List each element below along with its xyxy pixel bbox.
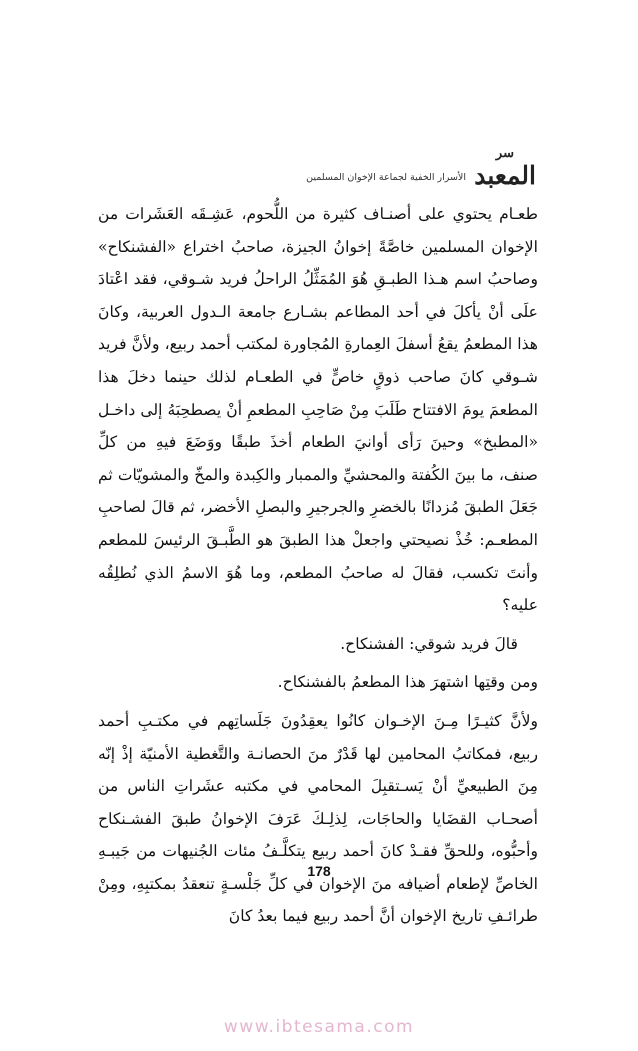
page-body [98,198,538,933]
book-logo [474,146,538,190]
logo-sub-word: سر [495,146,514,161]
paragraph-dish-name: قالَ فريد شوقي: الفشنكاح. [340,634,518,653]
running-header [100,146,538,192]
paragraph-fishnkah-origin: طعـام يحتوي على أصنـاف كثيرة من اللُّحوم، عَشِـقَه العَشَرات من الإخوان المسلمين خاصَّةً إخوانُ الجيزة، صاحبُ اختراع «الفشنكاح» وصاحبُ اسم هـذا الطبـقِ هُوَ المُمَثِّلُ الراحلُ فريد شـوقي، فقد اعْتادَ علَى أنْ يأكلَ في أحد المطاعم بشـارع جامعة الـدول العربية، وكانَ هذا المطعمُ يقعُ أسفلَ العِمارةِ المُجاورة لمكتب أحمد ربيع، ولأنَّ فريد شـوقي كانَ صاحب ذوقٍ خاصٍّ في الطعـام لذلك حينما دخلَ هذا المطعمَ يومَ الافتتاح طَلَبَ مِنْ صَاحِبِ المطعمِ أنْ يصطحِبَهُ إلى داخـل «المطبخ» وحينَ رَأى أوانيَ الطعام أخذَ طبقًا ووَضَعَ فيهِ من كلِّ صنف، ما بينَ الكُفتة والمحشيِّ والممبار والكِبدة والمخّ والمشويّات ثم جَعَلَ الطبقَ مُزدانًا بالخضرِ والجرجيرِ والبصلِ الأخضر، ثم قالَ لصاحبِ المطعـم: خُذْ نصيحتي واجعلْ هذا الطبقَ هو الطَّبـقَ الرئيسَ للمطعم وأنتَ تكسب، فقالَ له صاحبُ المطعم، وما هُوَ الاسمُ الذي نُطلِقُه عليه؟ [98,205,538,615]
page-number: 178 [307,863,331,879]
book-subtitle: الأسرار الخفية لجماعة الإخوان المسلمين [306,172,466,183]
watermark: www.ibtesama.com [223,1017,415,1037]
paragraph-restaurant-fame: ومن وقتِها اشتهرَ هذا المطعمُ بالفشنكاح. [277,673,538,692]
logo-title: المعبد [474,161,536,190]
paragraph-ahmed-rabie-office: ولأنَّ كثيـرًا مِـنَ الإخـوان كانُوا يعقِدُونَ جَلَساتِهم في مكتـبِ أحمد ربيع، فمكاتبُ المحامين لها قَدْرٌ منَ الحصانـة والتَّغطية الأمنيّة إذْ إنّه مِنَ الطبيعيِّ أنْ يَسـتقبِلَ المحامي في مكتبه عشَراتِ الناس من أصحـاب القضَايا والحاجَات، لِذلِـكَ عَرَفَ الإخوانُ طبقَ الفشـنكاح وأحبُّوه، وللحقِّ فقـدْ كانَ أحمد ربيع يتكلَّـفُ مئات الجُنيهات من جَيبـهِ الخاصِّ لإطعام أضيافه منَ الإخوان في كلِّ جَلْسـةٍ تنعقدُ بمكتبِهِ، ومِنْ طرائـفِ تاريخ الإخوان أنَّ أحمد ربيع فيما بعدُ كانَ [98,711,539,926]
